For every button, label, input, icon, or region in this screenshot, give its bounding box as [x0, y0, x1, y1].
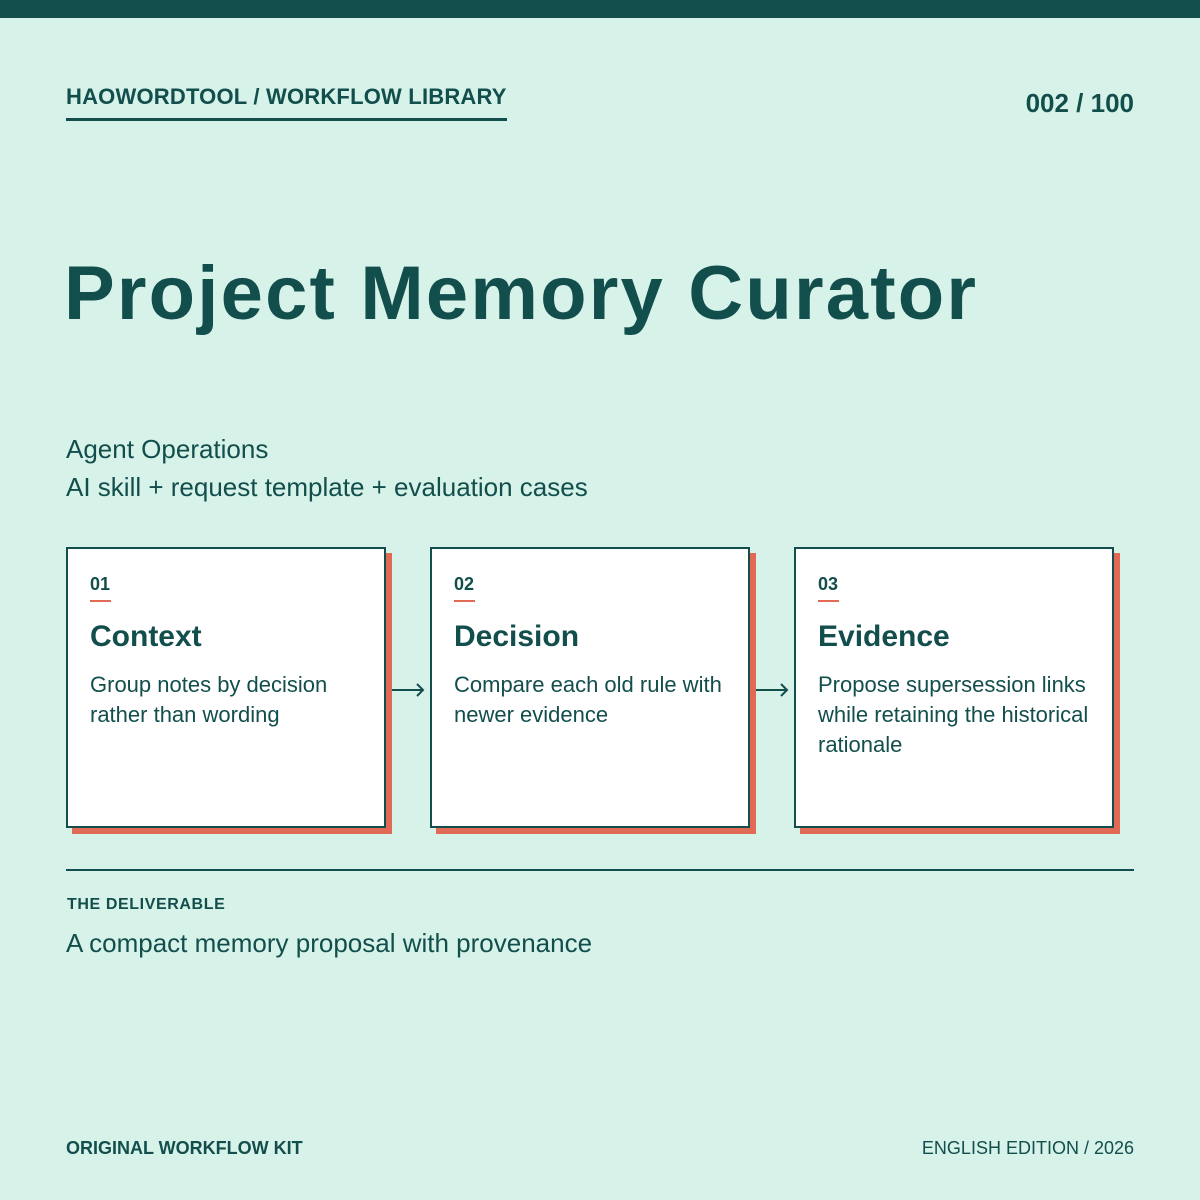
step-description: Group notes by decision rather than wording	[90, 672, 328, 727]
step-number: 02	[454, 574, 475, 594]
step-number: 01	[90, 574, 111, 594]
deliverable-label: THE DELIVERABLE	[67, 896, 226, 913]
arrow-right-icon	[390, 678, 426, 702]
section-divider	[66, 869, 1134, 871]
step-number: 03	[818, 574, 839, 594]
step-title: Context	[90, 620, 202, 653]
footer-edition-label: ENGLISH EDITION / 2026	[921, 1138, 1134, 1158]
step-number-underline	[90, 600, 111, 602]
arrow-right-icon	[754, 678, 790, 702]
step-number-underline	[818, 600, 839, 602]
page-counter: 002 / 100	[1025, 88, 1134, 118]
step-title: Evidence	[818, 620, 950, 653]
footer-kit-label: ORIGINAL WORKFLOW KIT	[66, 1138, 303, 1158]
step-description: Compare each old rule with newer evidence	[454, 672, 722, 727]
step-card-evidence	[794, 547, 1114, 828]
subtitle-description: AI skill + request template + evaluation cases	[66, 472, 588, 502]
step-card-context	[66, 547, 386, 828]
step-card-decision	[430, 547, 750, 828]
subtitle-category: Agent Operations	[66, 434, 269, 464]
brand-label: HAOWORDTOOL / WORKFLOW LIBRARY	[66, 84, 507, 121]
top-bar	[0, 0, 1200, 18]
step-number-underline	[454, 600, 475, 602]
deliverable-text: A compact memory proposal with provenance	[66, 928, 593, 958]
page-title: Project Memory Curator	[64, 251, 979, 336]
step-description: Propose supersession links while retaining the historical rationale	[818, 672, 1089, 757]
step-title: Decision	[454, 620, 580, 653]
